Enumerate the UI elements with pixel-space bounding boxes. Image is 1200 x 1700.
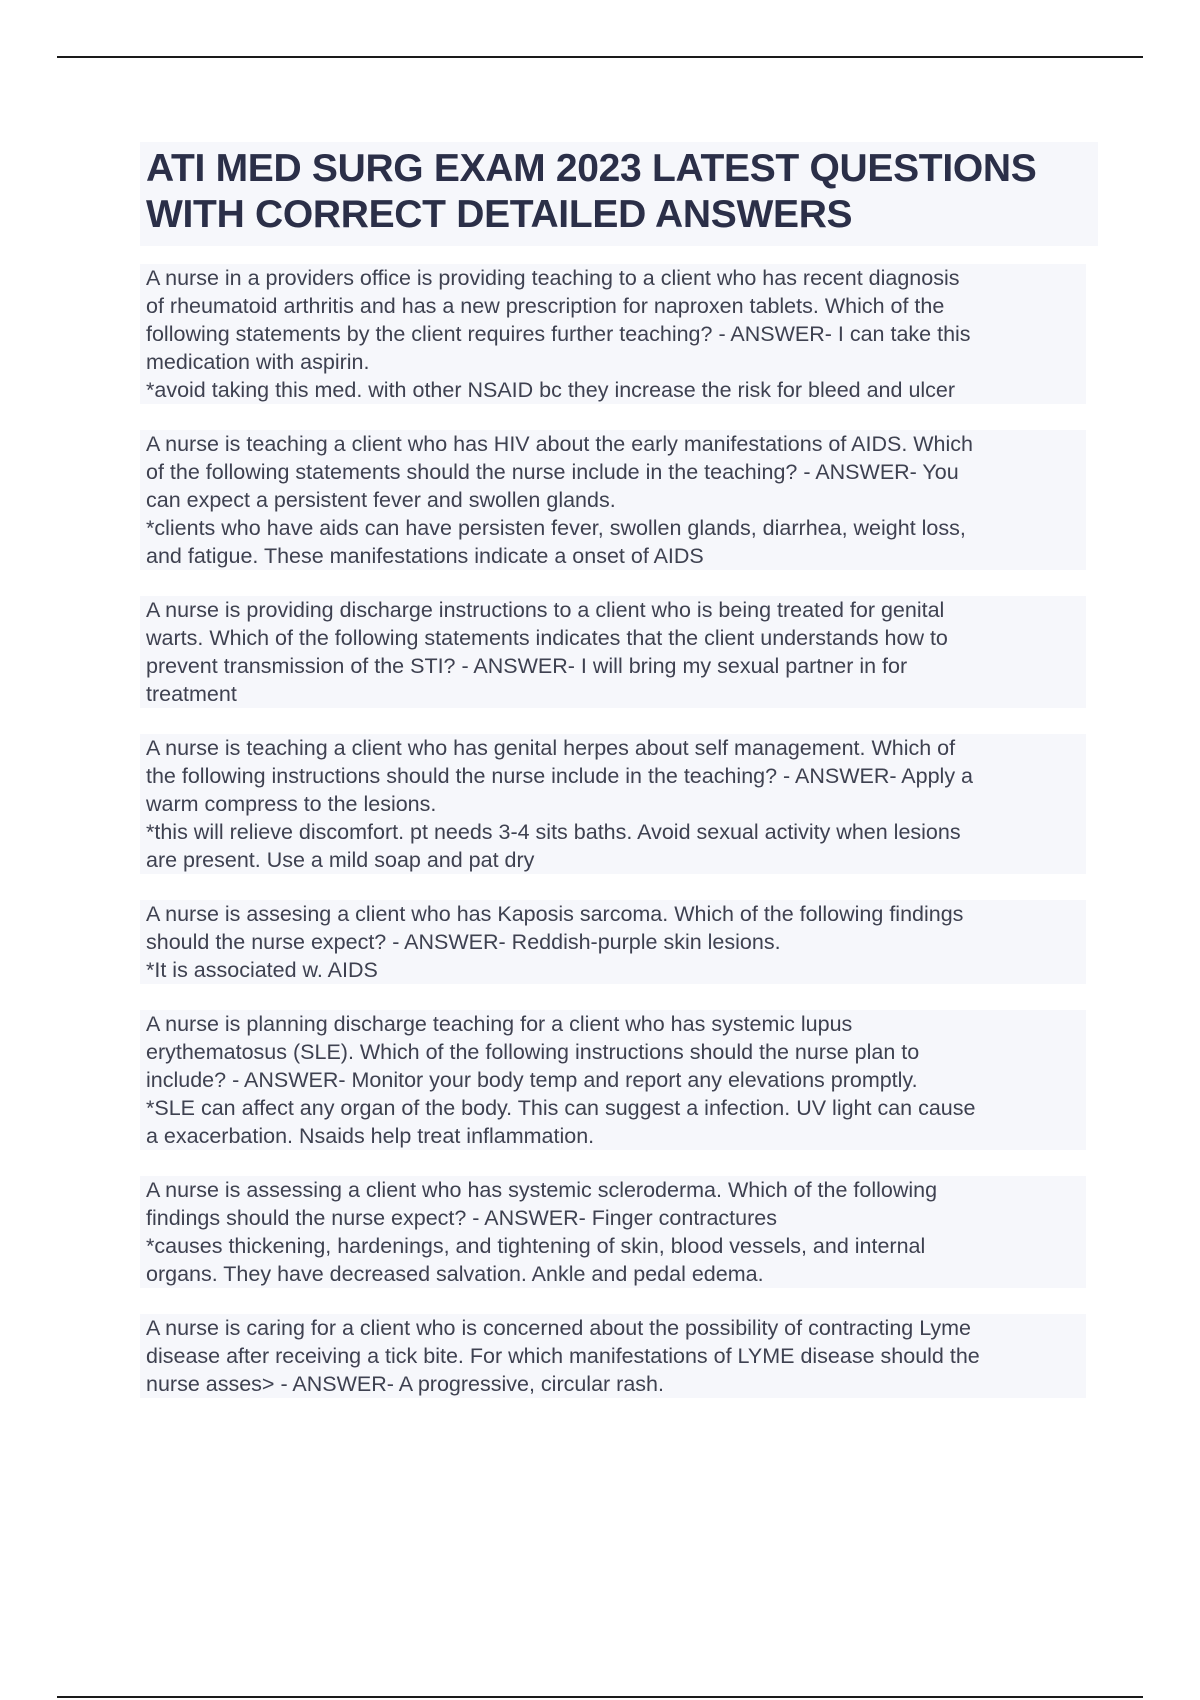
qa-text-line: the following instructions should the nurse include in the teaching? - ANSWER- Apply a	[140, 762, 1086, 790]
qa-rationale-line: *avoid taking this med. with other NSAID bc they increase the risk for bleed and ulcer	[140, 376, 1086, 404]
qa-text-line: medication with aspirin.	[140, 348, 1086, 376]
qa-text-line: can expect a persistent fever and swollen glands.	[140, 486, 1086, 514]
qa-item	[140, 1176, 1086, 1288]
qa-text-line: include? - ANSWER- Monitor your body temp and report any elevations promptly.	[140, 1066, 1086, 1094]
qa-text-line: of rheumatoid arthritis and has a new prescription for naproxen tablets. Which of the	[140, 292, 1086, 320]
qa-text-line: warts. Which of the following statements indicates that the client understands how to	[140, 624, 1086, 652]
qa-rationale-line: *SLE can affect any organ of the body. This can suggest a infection. UV light can cause	[140, 1094, 1086, 1122]
qa-text-line: should the nurse expect? - ANSWER- Reddish-purple skin lesions.	[140, 928, 1086, 956]
qa-rationale-line: and fatigue. These manifestations indicate a onset of AIDS	[140, 542, 1086, 570]
qa-text-line: A nurse is assessing a client who has systemic scleroderma. Which of the following	[140, 1176, 1086, 1204]
qa-item	[140, 900, 1086, 984]
qa-rationale-line: are present. Use a mild soap and pat dry	[140, 846, 1086, 874]
title-line: WITH CORRECT DETAILED ANSWERS	[146, 193, 853, 236]
qa-text-line: A nurse is planning discharge teaching for a client who has systemic lupus	[140, 1010, 1086, 1038]
qa-item	[140, 1010, 1086, 1150]
page-title	[140, 142, 1098, 246]
qa-rationale-line: organs. They have decreased salvation. Ankle and pedal edema.	[140, 1260, 1086, 1288]
qa-text-line: treatment	[140, 680, 1086, 708]
qa-text-line: nurse asses> - ANSWER- A progressive, circular rash.	[140, 1370, 1086, 1398]
qa-item	[140, 596, 1086, 708]
qa-text-line: A nurse is providing discharge instructions to a client who is being treated for genital	[140, 596, 1086, 624]
qa-rationale-line: *causes thickening, hardenings, and tightening of skin, blood vessels, and internal	[140, 1232, 1086, 1260]
qa-list	[140, 264, 1086, 1424]
qa-item	[140, 430, 1086, 570]
qa-text-line: of the following statements should the nurse include in the teaching? - ANSWER- You	[140, 458, 1086, 486]
qa-text-line: A nurse is teaching a client who has genital herpes about self management. Which of	[140, 734, 1086, 762]
top-divider	[57, 56, 1143, 58]
qa-rationale-line: *clients who have aids can have persisten fever, swollen glands, diarrhea, weight loss,	[140, 514, 1086, 542]
qa-item	[140, 264, 1086, 404]
qa-text-line: warm compress to the lesions.	[140, 790, 1086, 818]
qa-rationale-line: a exacerbation. Nsaids help treat inflammation.	[140, 1122, 1086, 1150]
qa-text-line: findings should the nurse expect? - ANSWER- Finger contractures	[140, 1204, 1086, 1232]
qa-text-line: A nurse is assesing a client who has Kaposis sarcoma. Which of the following findings	[140, 900, 1086, 928]
qa-text-line: erythematosus (SLE). Which of the following instructions should the nurse plan to	[140, 1038, 1086, 1066]
qa-item	[140, 1314, 1086, 1398]
qa-text-line: A nurse in a providers office is providing teaching to a client who has recent diagnosis	[140, 264, 1086, 292]
qa-text-line: prevent transmission of the STI? - ANSWER- I will bring my sexual partner in for	[140, 652, 1086, 680]
qa-item	[140, 734, 1086, 874]
qa-text-line: A nurse is caring for a client who is concerned about the possibility of contracting Lyme	[140, 1314, 1086, 1342]
qa-text-line: disease after receiving a tick bite. For which manifestations of LYME disease should the	[140, 1342, 1086, 1370]
qa-text-line: following statements by the client requires further teaching? - ANSWER- I can take this	[140, 320, 1086, 348]
qa-text-line: A nurse is teaching a client who has HIV about the early manifestations of AIDS. Which	[140, 430, 1086, 458]
bottom-divider	[57, 1696, 1143, 1698]
qa-rationale-line: *It is associated w. AIDS	[140, 956, 1086, 984]
title-line: ATI MED SURG EXAM 2023 LATEST QUESTIONS	[146, 147, 1037, 190]
qa-rationale-line: *this will relieve discomfort. pt needs 3-4 sits baths. Avoid sexual activity when lesions	[140, 818, 1086, 846]
